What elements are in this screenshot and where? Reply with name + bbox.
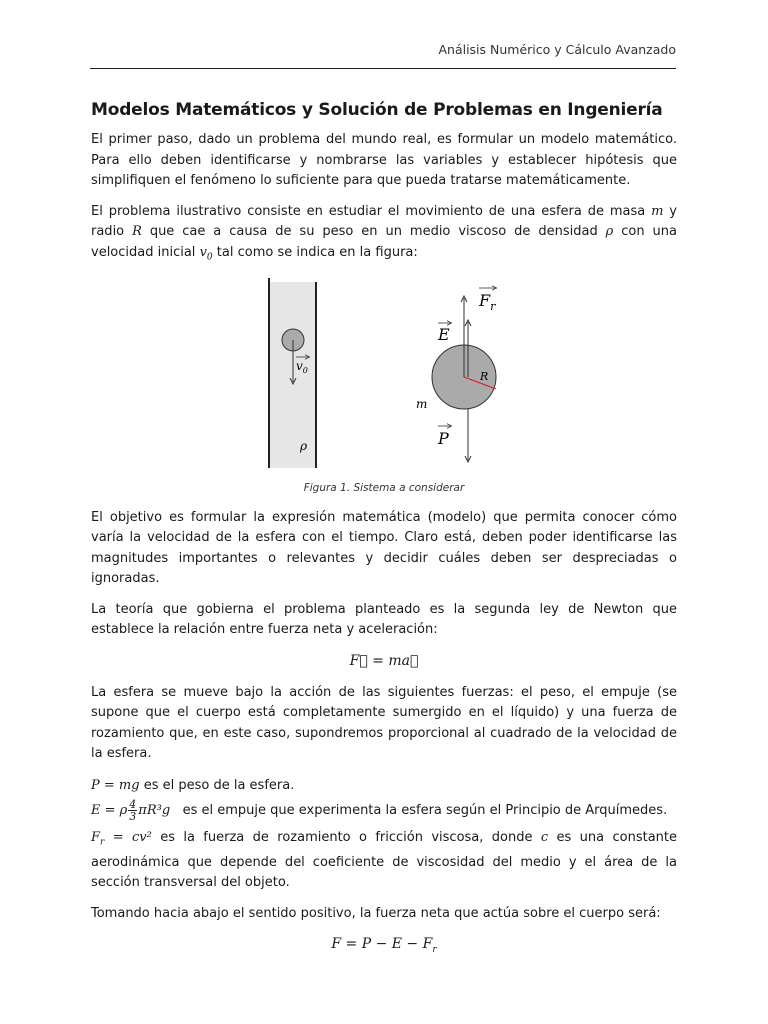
paragraph-forces: La esfera se mueve bajo la acción de las siguientes fuerzas: el peso, el empuje (se supone que el cuerpo está completamente sumergido en el líquido) y una fuerza de rozamiento que, en este caso, supondremos proporcional al cuadrado de la velocidad de la esfera.: [91, 684, 677, 762]
var-R: R: [132, 224, 142, 239]
figure-caption: Figura 1. Sistema a considerar: [303, 481, 465, 494]
paragraph-theory: La teoría que gobierna el problema planteado es la segunda ley de Newton que establece la relación entre fuerza neta y aceleración:: [91, 601, 677, 638]
weight-equation: P = mg: [91, 777, 140, 793]
rho-label: ρ: [300, 438, 308, 453]
var-rho: ρ: [605, 224, 614, 239]
fraction-four-thirds: $\frac{4}{3}$: [129, 797, 137, 823]
paragraph-objective: El objetivo es formular la expresión matemática (modelo) que permita conocer cómo varía la velocidad de la esfera con el tiempo. Claro está, deben poder identificarse las magnitudes importantes o relevantes y decidir cuáles deben ser despreciadas o ignoradas.: [91, 509, 677, 587]
weight-definition: P = mg es el peso de la esfera.: [91, 777, 295, 793]
page-header: [90, 42, 676, 69]
friction-equation: $F_r = cv^2$: [91, 829, 152, 848]
fr-label: $F_r$: [479, 290, 496, 313]
var-m: m: [651, 203, 664, 219]
p-label: P: [438, 428, 449, 448]
course-title: Análisis Numérico y Cálculo Avanzado: [438, 42, 676, 57]
figure-diagram: [91, 278, 677, 478]
mass-label: m: [416, 396, 428, 411]
figure-system: [91, 278, 677, 478]
paragraph-problem: El problema ilustrativo consiste en estudiar el movimiento de una esfera de masa m y radio R que cae a causa de su peso en un medio viscoso de densidad ρ con una velocidad inicial $v_0$ tal como se indica en la figura:: [91, 203, 678, 263]
paragraph-net-force: Tomando hacia abajo el sentido positivo, la fuerza neta que actúa sobre el cuerpo será:: [91, 905, 661, 921]
paragraph-intro: El primer paso, dado un problema del mundo real, es formular un modelo matemático. Para ello deben identificarse y nombrarse las variables y establecer hipótesis que simplifiquen el fenómeno lo suficiente para que pueda tratarse matemáticamente.: [91, 132, 677, 188]
section-title: Modelos Matemáticos y Solución de Problemas en Ingeniería: [91, 100, 663, 120]
document-body: [91, 100, 677, 972]
equation-net-force: $F = P - E - F_r$: [331, 936, 437, 955]
buoyancy-definition: E = ρ $\frac{4}{3}$ πR³g es el empuje que experimenta la esfera según el Principio de Arquímedes.: [91, 797, 668, 823]
radius-label: R: [480, 369, 489, 383]
equation-newton: F⃗ = ma⃗: [349, 652, 419, 669]
v0-label: $v_0$: [296, 358, 308, 375]
e-label: E: [438, 324, 450, 344]
friction-definition: $F_r = cv^2$ es la fuerza de rozamiento o fricción viscosa, donde c es una constante aerodinámica que depende del coeficiente de viscosidad del medio y el área de la sección transversal del objeto.: [91, 829, 677, 891]
var-v0: $v_0$: [199, 244, 213, 263]
